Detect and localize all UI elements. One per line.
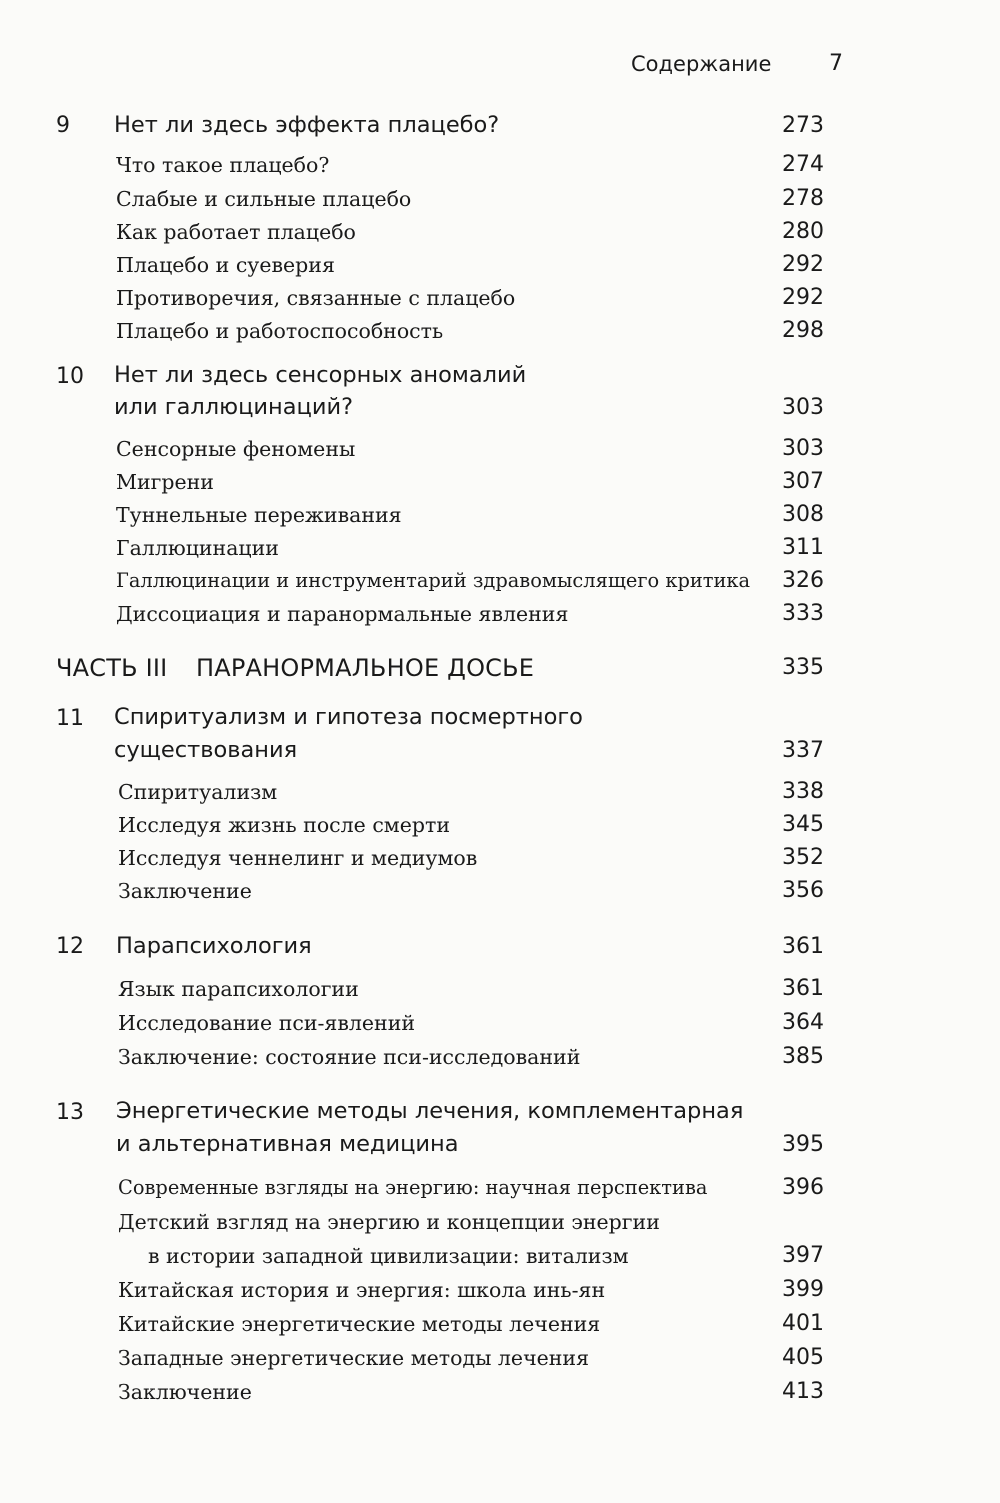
section-page: 413 xyxy=(782,1379,824,1404)
section-title: Сенсорные феномены xyxy=(116,437,356,461)
section-page: 405 xyxy=(782,1345,824,1370)
part-title: ПАРАНОРМАЛЬНОЕ ДОСЬЕ xyxy=(196,654,535,682)
section-page: 326 xyxy=(782,568,824,593)
section-title: Туннельные переживания xyxy=(116,503,402,527)
chapter-number: 12 xyxy=(56,934,84,959)
section-page: 338 xyxy=(782,779,824,804)
section-title: Как работает плацебо xyxy=(116,220,356,244)
chapter-number: 10 xyxy=(56,364,84,389)
section-title: Язык парапсихологии xyxy=(118,977,359,1001)
section-title: Заключение xyxy=(118,1380,252,1404)
section-page: 361 xyxy=(782,976,824,1001)
section-title: Плацебо и суеверия xyxy=(116,253,335,277)
chapter-number: 9 xyxy=(56,113,70,138)
section-title: Заключение xyxy=(118,879,252,903)
section-title: Современные взгляды на энергию: научная перспектива xyxy=(118,1176,708,1199)
chapter-title-line2: существования xyxy=(114,737,298,763)
section-page: 280 xyxy=(782,219,824,244)
section-title: Плацебо и работоспособность xyxy=(116,319,444,343)
section-page: 298 xyxy=(782,318,824,343)
section-title: Исследуя жизнь после смерти xyxy=(118,813,451,837)
running-title: Содержание xyxy=(631,52,772,76)
section-page: 278 xyxy=(782,186,824,211)
section-page: 385 xyxy=(782,1044,824,1069)
chapter-page: 361 xyxy=(782,934,824,959)
section-page: 401 xyxy=(782,1311,824,1336)
section-page: 333 xyxy=(782,601,824,626)
section-page: 303 xyxy=(782,436,824,461)
chapter-number: 13 xyxy=(56,1100,84,1125)
chapter-number: 11 xyxy=(56,706,84,731)
section-page: 397 xyxy=(782,1243,824,1268)
chapter-title-line2: или галлюцинаций? xyxy=(114,394,354,420)
section-page: 292 xyxy=(782,285,824,310)
section-title: Что такое плацебо? xyxy=(116,153,330,177)
section-page: 311 xyxy=(782,535,824,560)
section-title-continuation: в истории западной цивилизации: витализм xyxy=(148,1244,629,1268)
section-page: 364 xyxy=(782,1010,824,1035)
section-title: Мигрени xyxy=(116,470,214,494)
section-title: Исследование пси-явлений xyxy=(118,1011,416,1035)
section-page: 396 xyxy=(782,1175,824,1200)
section-title: Противоречия, связанные с плацебо xyxy=(116,286,516,310)
chapter-title-line1: Энергетические методы лечения, комплементарная xyxy=(116,1098,744,1124)
chapter-title-line1: Нет ли здесь сенсорных аномалий xyxy=(114,362,527,388)
section-title: Западные энергетические методы лечения xyxy=(118,1346,590,1370)
section-title: Спиритуализм xyxy=(118,780,278,804)
section-title: Заключение: состояние пси-исследований xyxy=(118,1045,581,1069)
chapter-title: Нет ли здесь эффекта плацебо? xyxy=(114,112,500,138)
chapter-page: 337 xyxy=(782,738,824,763)
section-page: 308 xyxy=(782,502,824,527)
section-title: Исследуя ченнелинг и медиумов xyxy=(118,846,478,870)
section-title: Галлюцинации xyxy=(116,536,279,560)
section-title: Диссоциация и паранормальные явления xyxy=(116,602,569,626)
section-page: 345 xyxy=(782,812,824,837)
section-page: 307 xyxy=(782,469,824,494)
folio-page-number: 7 xyxy=(829,51,843,76)
part-page: 335 xyxy=(782,655,824,680)
chapter-page: 303 xyxy=(782,395,824,420)
section-title: Китайская история и энергия: школа инь-ян xyxy=(118,1278,606,1302)
chapter-title: Парапсихология xyxy=(116,933,312,959)
section-page: 292 xyxy=(782,252,824,277)
chapter-page: 273 xyxy=(782,113,824,138)
part-label: ЧАСТЬ III xyxy=(56,654,168,682)
chapter-title-line1: Спиритуализм и гипотеза посмертного xyxy=(114,704,583,730)
section-page: 352 xyxy=(782,845,824,870)
section-page: 356 xyxy=(782,878,824,903)
chapter-page: 395 xyxy=(782,1132,824,1157)
section-title: Слабые и сильные плацебо xyxy=(116,187,412,211)
chapter-title-line2: и альтернативная медицина xyxy=(116,1131,459,1157)
section-title: Детский взгляд на энергию и концепции энергии xyxy=(118,1210,660,1234)
section-title: Галлюцинации и инструментарий здравомыслящего критика xyxy=(116,569,751,592)
section-page: 399 xyxy=(782,1277,824,1302)
section-title: Китайские энергетические методы лечения xyxy=(118,1312,601,1336)
section-page: 274 xyxy=(782,152,824,177)
